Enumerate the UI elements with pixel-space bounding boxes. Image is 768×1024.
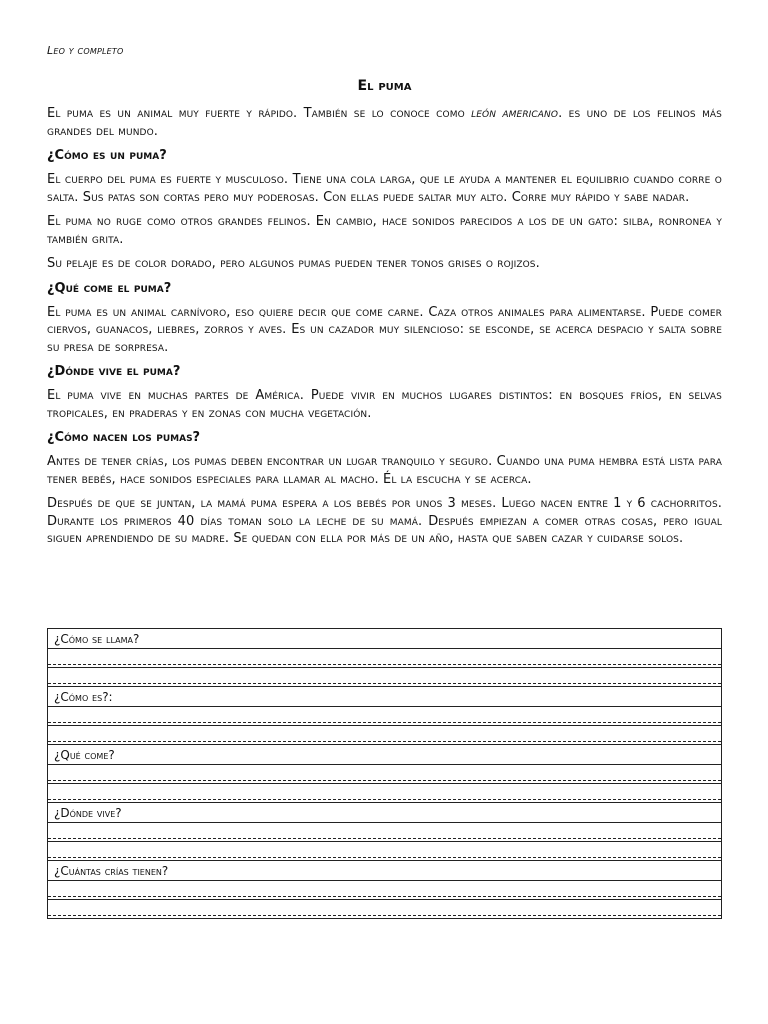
question-label: ¿Cómo se llama? [54,632,140,646]
question-block [48,744,721,802]
answer-line[interactable] [48,841,721,860]
section-paragraph: Su pelaje es de color dorado, pero algunos pumas pueden tener tonos grises o rojizos. [47,256,540,271]
answer-line[interactable] [48,764,721,783]
header-note: Leo y completo [47,44,124,57]
section-paragraph: El cuerpo del puma es fuerte y musculoso. Tiene una cola larga, que le ayuda a mantener el equilibrio cuando corre o salta. Sus patas son cortas pero muy poderosas. Con ellas puede saltar muy alto. Corre muy rápido y sabe nadar. [47,172,722,205]
section-heading: ¿Qué come el puma? [47,280,172,296]
answer-line[interactable] [48,880,721,899]
question-block [48,860,721,918]
section-heading: ¿Cómo es un puma? [47,148,167,163]
intro-text-start: El puma es un animal muy fuerte y rápido. También se lo conoce como [47,106,472,121]
section-paragraph: El puma vive en muchas partes de América. Puede vivir en muchos lugares distintos: en bosques fríos, en selvas tropicales, en praderas y en zonas con mucha vegetación. [47,388,722,421]
question-label: ¿Cómo es?: [54,690,113,704]
section-heading: ¿Dónde vive el puma? [47,364,181,379]
answer-line[interactable] [48,706,721,725]
question-label: ¿Qué come? [54,748,115,762]
answer-line[interactable] [48,822,721,841]
intro-emphasis: león americano [471,106,559,121]
section-paragraph: El puma es un animal carnívoro, eso quiere decir que come carne. Caza otros animales para alimentarse. Puede comer ciervos, guanacos, liebres, zorros y aves. Es un cazador muy silencioso: se esconde, se acerca despacio y salta sobre su presa de sorpresa. [47,304,722,355]
question-label: ¿Cuántas crías tienen? [54,864,169,878]
question-block [48,629,721,686]
section-paragraph: Antes de tener crías, los pumas deben encontrar un lugar tranquilo y seguro. Cuando una puma hembra está lista para tener bebés, hace sonidos especiales para llamar al macho. Él la escucha y se acerca. [47,454,722,487]
section-paragraph: El puma no ruge como otros grandes felinos. En cambio, hace sonidos parecidos a los de un gato: silba, ronronea y también grita. [47,214,723,247]
reading-text [47,105,722,555]
section-heading: ¿Cómo nacen los pumas? [47,430,201,445]
answer-line[interactable] [48,667,721,686]
questions-table [47,628,722,919]
page-title: El puma [357,78,412,94]
question-label: ¿Dónde vive? [54,806,122,820]
answer-line[interactable] [48,899,721,918]
answer-line[interactable] [48,783,721,802]
question-block [48,802,721,860]
question-block [48,686,721,744]
answer-line[interactable] [48,648,721,667]
intro-text-end: . es uno de los felinos más grandes del mundo. [47,106,722,139]
intro-paragraph [47,105,722,140]
section-paragraph: Después de que se juntan, la mamá puma espera a los bebés por unos 3 meses. Luego nacen entre 1 y 6 cachorritos. Durante los primeros 40 días toman solo la leche de su mamá. Después empiezan a comer otras cosas, pero igual siguen aprendiendo de su madre. Se quedan con ella por más de un año, hasta que saben cazar y cuidarse solos. [47,496,722,546]
answer-line[interactable] [48,725,721,744]
